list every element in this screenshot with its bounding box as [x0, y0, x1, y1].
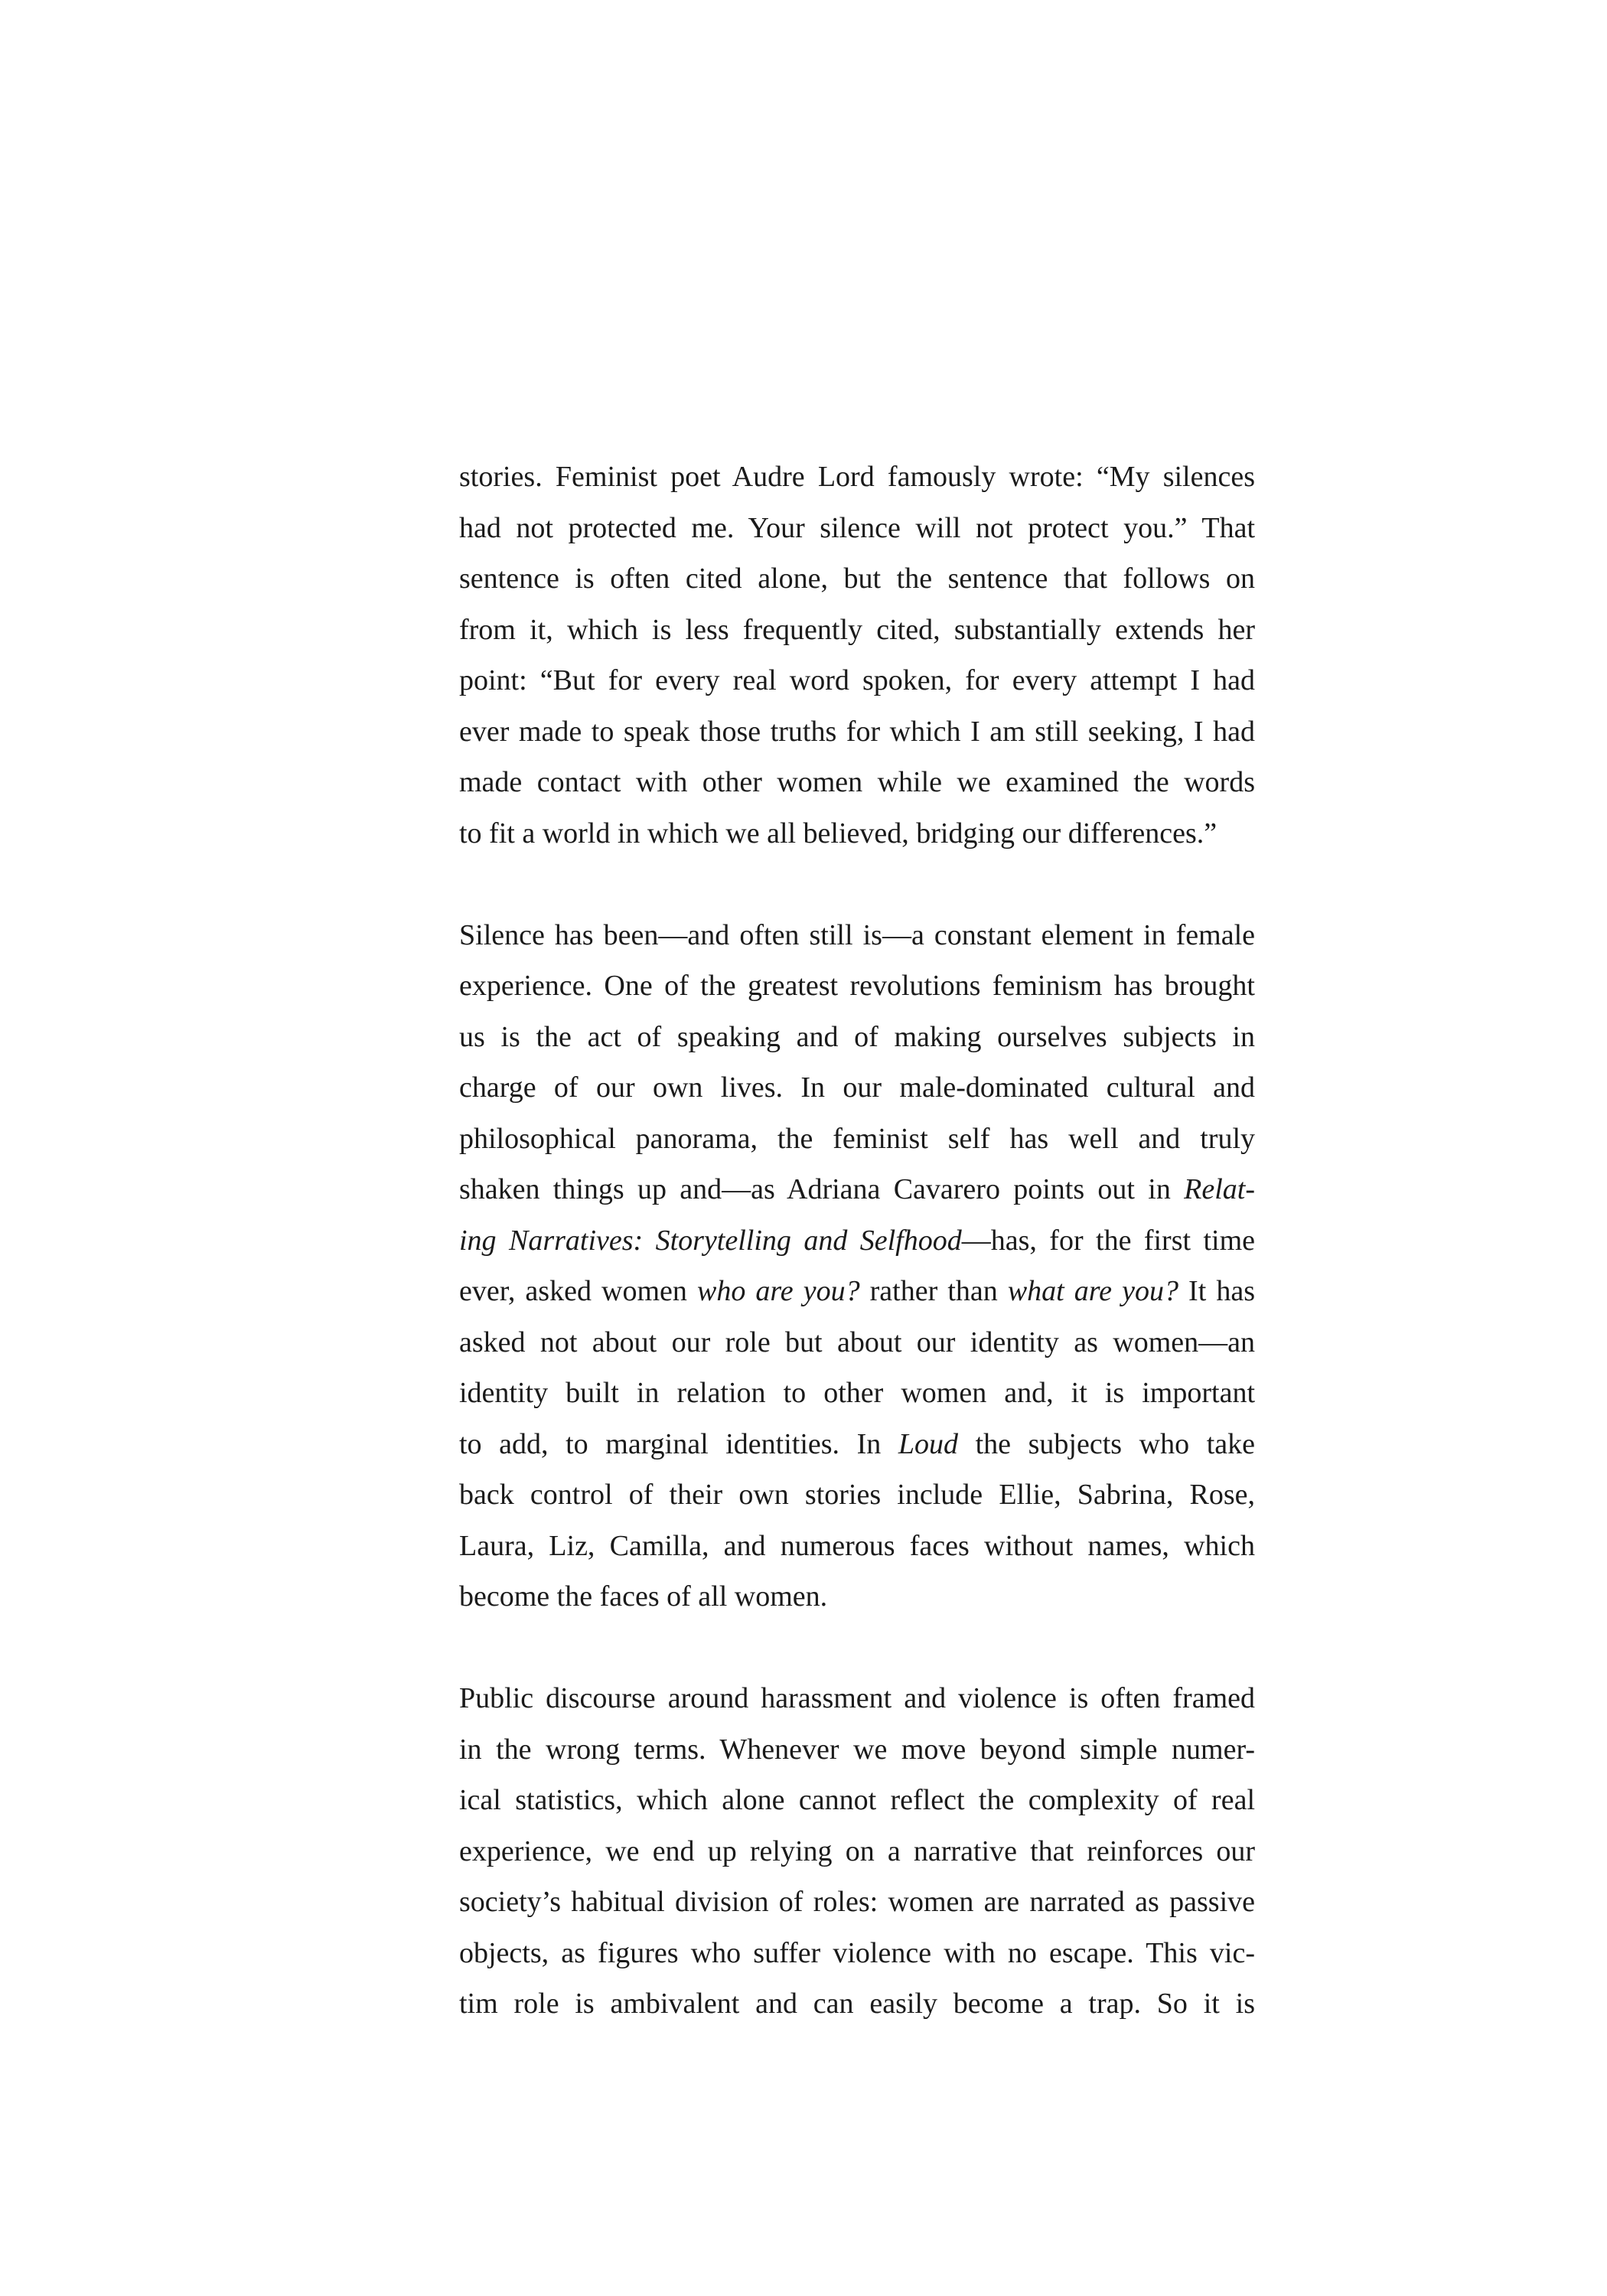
paragraph-2	[459, 910, 1255, 1623]
text-line: identity built in relation to other women and, it is important	[459, 1377, 1255, 1409]
text-line: Laura, Liz, Camilla, and numerous faces without names, which	[459, 1529, 1255, 1562]
text-line: had not protected me. Your silence will not protect you.” That	[459, 511, 1255, 544]
text-line: in the wrong terms. Whenever we move beyond simple numer-	[459, 1733, 1255, 1766]
text-line	[459, 1164, 1255, 1215]
text-run: shaken things up and—as Adriana Cavarero points out in	[459, 1173, 1185, 1205]
text-line: sentence is often cited alone, but the sentence that follows on	[459, 563, 1255, 595]
text-line: Silence has been—and often still is—a constant element in female	[459, 918, 1255, 951]
text-run: rather than	[859, 1275, 1008, 1307]
text-run: to add, to marginal identities. In	[459, 1427, 898, 1460]
text-line: stories. Feminist poet Audre Lord famously wrote: “My silences	[459, 461, 1255, 493]
text-line: from it, which is less frequently cited, substantially extends her	[459, 613, 1255, 646]
text-run: ever, asked women	[459, 1275, 697, 1307]
text-line: society’s habitual division of roles: women are narrated as passive	[459, 1886, 1255, 1918]
book-title-italic: Loud	[898, 1427, 959, 1460]
text-line: become the faces of all women.	[459, 1580, 828, 1613]
text-line: ical statistics, which alone cannot reflect the complexity of real	[459, 1784, 1255, 1816]
text-line: asked not about our role but about our identity as women—an	[459, 1326, 1255, 1358]
text-line: point: “But for every real word spoken, for every attempt I had	[459, 664, 1255, 696]
text-line: experience. One of the greatest revolutions feminism has brought	[459, 970, 1255, 1002]
book-title-italic: Relat-	[1184, 1173, 1255, 1205]
text-line	[459, 1215, 1255, 1267]
text-line: to fit a world in which we all believed, bridging our differences.”	[459, 817, 1217, 850]
text-run: It has	[1178, 1275, 1255, 1307]
text-line: charge of our own lives. In our male-dominated cultural and	[459, 1071, 1255, 1104]
body-text	[459, 452, 1255, 2030]
text-line: objects, as figures who suffer violence with no escape. This vic-	[459, 1936, 1255, 1969]
text-line: Public discourse around harassment and violence is often framed	[459, 1682, 1255, 1714]
text-line: back control of their own stories include Ellie, Sabrina, Rose,	[459, 1479, 1255, 1511]
text-line	[459, 1419, 1255, 1470]
question-italic: who are you?	[696, 1275, 860, 1307]
paragraph-3	[459, 1673, 1255, 2030]
text-line: ever made to speak those truths for which I am still seeking, I had	[459, 715, 1255, 748]
text-line: made contact with other women while we examined the words	[459, 766, 1255, 798]
text-line: philosophical panorama, the feminist self has well and truly	[459, 1122, 1255, 1155]
text-line: experience, we end up relying on a narrative that reinforces our	[459, 1835, 1255, 1867]
text-run: the subjects who take	[958, 1427, 1255, 1460]
question-italic: what are you?	[1007, 1275, 1178, 1307]
text-run: —has, for the first time	[961, 1224, 1256, 1257]
text-line: us is the act of speaking and of making ourselves subjects in	[459, 1020, 1255, 1053]
text-line: tim role is ambivalent and can easily become a trap. So it is	[459, 1988, 1255, 2020]
paragraph-1	[459, 452, 1255, 859]
text-line	[459, 1266, 1255, 1317]
book-title-italic: ing Narratives: Storytelling and Selfhood	[459, 1224, 962, 1257]
